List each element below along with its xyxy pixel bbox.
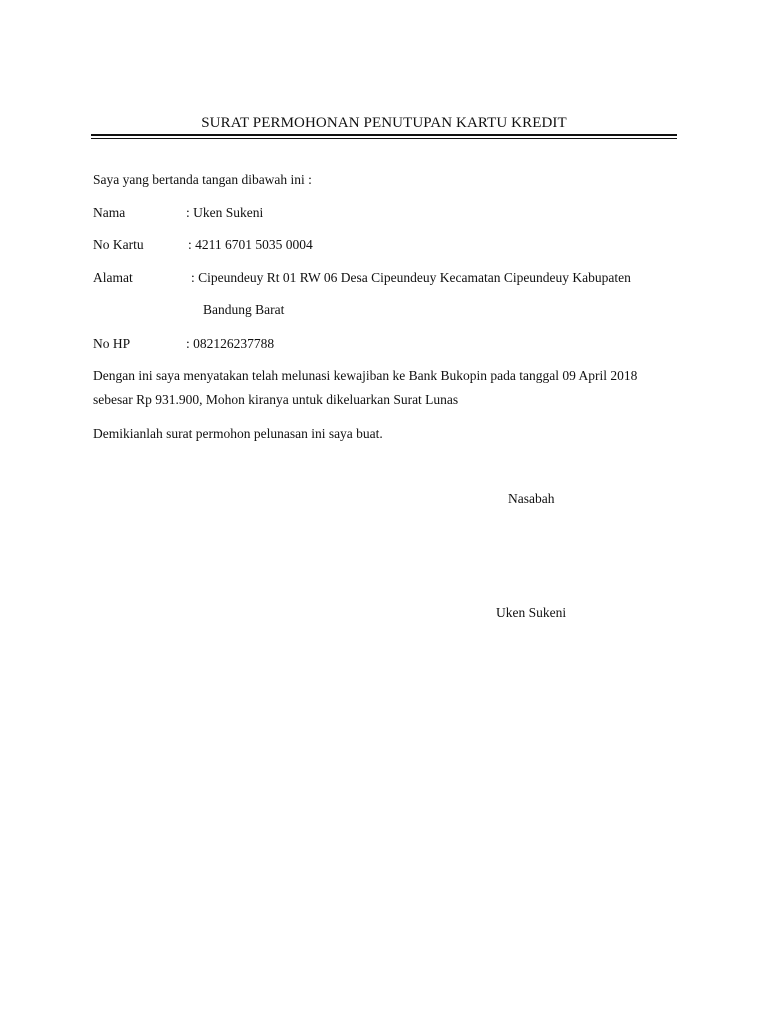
field-value-no-kartu: : 4211 6701 5035 0004 <box>188 237 313 252</box>
field-label-no-kartu: No Kartu <box>93 237 144 252</box>
document-title: SURAT PERMOHONAN PENUTUPAN KARTU KREDIT <box>201 115 567 131</box>
signature-role: Nasabah <box>508 491 555 506</box>
field-value-alamat-line2: Bandung Barat <box>203 302 285 317</box>
statement-line-2: sebesar Rp 931.900, Mohon kiranya untuk dikeluarkan Surat Lunas <box>93 392 459 407</box>
field-value-nama: : Uken Sukeni <box>186 205 264 220</box>
field-label-nama: Nama <box>93 205 126 220</box>
statement-line-1: Dengan ini saya menyatakan telah melunasi kewajiban ke Bank Bukopin pada tanggal 09 April 2018 <box>93 368 638 383</box>
title-rule-thin <box>91 138 677 139</box>
field-label-alamat: Alamat <box>93 270 133 285</box>
signature-name: Uken Sukeni <box>496 605 567 620</box>
intro-text: Saya yang bertanda tangan dibawah ini : <box>93 172 312 187</box>
title-rule-thick <box>91 134 677 136</box>
closing-text: Demikianlah surat permohon pelunasan ini saya buat. <box>93 426 383 441</box>
field-value-alamat-line1: : Cipeundeuy Rt 01 RW 06 Desa Cipeundeuy Kecamatan Cipeundeuy Kabupaten <box>191 270 631 285</box>
field-value-no-hp: : 082126237788 <box>186 336 275 351</box>
field-label-no-hp: No HP <box>93 336 131 351</box>
